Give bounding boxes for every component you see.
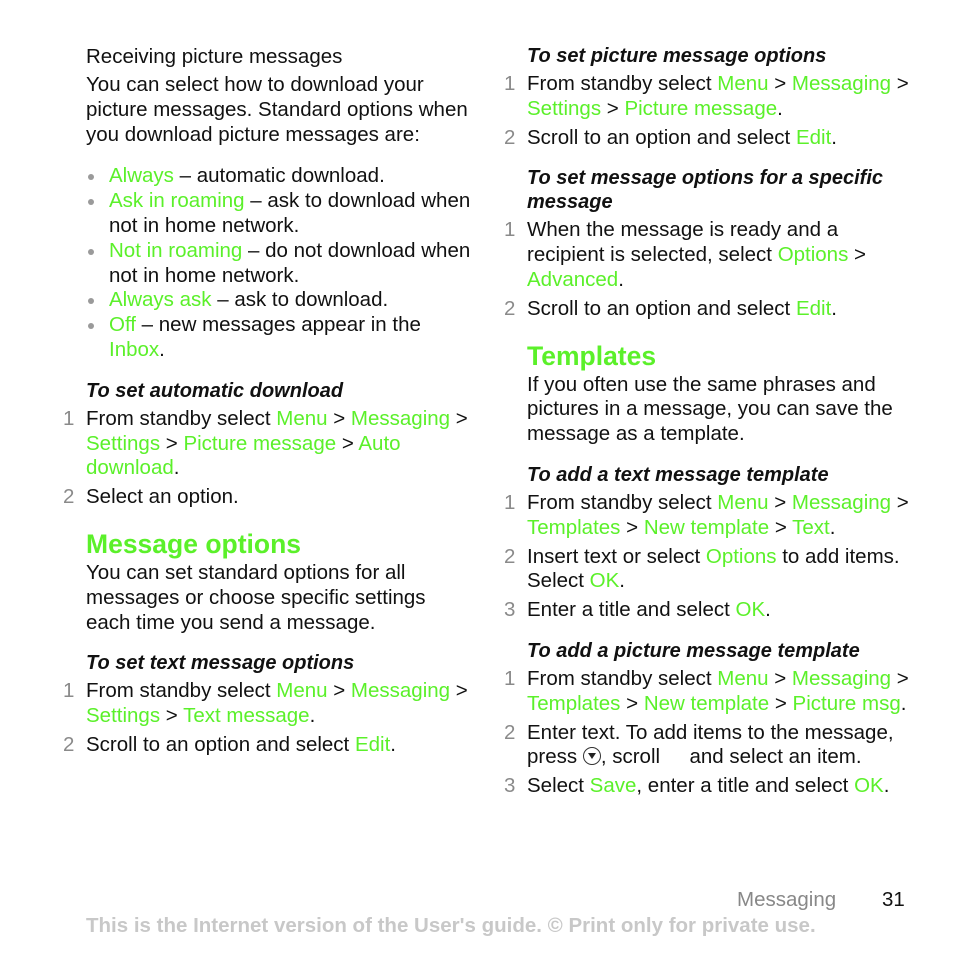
download-options-list bbox=[86, 164, 471, 362]
page-number: 31 bbox=[882, 888, 905, 911]
step-1: 1 From standby select Menu > Messaging > Settings > Picture message. bbox=[504, 72, 909, 120]
footer-section-name: Messaging bbox=[737, 888, 837, 911]
bullet-icon bbox=[88, 249, 94, 255]
footer-note: This is the Internet version of the User's guide. © Print only for private use. bbox=[86, 914, 816, 937]
step-1: 1 From standby select Menu > Messaging > Templates > New template > Text. bbox=[504, 490, 909, 539]
picture-options-title: To set picture message options bbox=[527, 45, 827, 67]
left-column bbox=[63, 44, 471, 758]
step-2: 2 Select an option. bbox=[63, 485, 239, 509]
right-column bbox=[504, 44, 912, 799]
step-1: 1 From standby select Menu > Messaging > Settings > Picture message > Auto download. bbox=[63, 406, 468, 480]
step-1: 1 When the message is ready and a recipient is selected, select Options > Advanced. bbox=[504, 218, 867, 291]
list-item: Always ask – ask to download. bbox=[86, 288, 471, 313]
list-item: Always – automatic download. bbox=[86, 164, 471, 189]
bullet-icon bbox=[88, 298, 94, 304]
step-1: 1 From standby select Menu > Messaging > Templates > New template > Picture msg. bbox=[504, 666, 909, 715]
list-item: Off – new messages appear in the Inbox. bbox=[86, 313, 471, 363]
navigation-key-down-icon bbox=[583, 747, 601, 765]
list-item: Ask in roaming – ask to download when not in home network. bbox=[86, 189, 471, 239]
bullet-icon bbox=[88, 323, 94, 329]
receiving-intro: You can select how to download your picture messages. Standard options when you download picture messages are: bbox=[86, 73, 468, 146]
step-3: 3 Enter a title and select OK. bbox=[504, 598, 771, 622]
bullet-icon bbox=[88, 199, 94, 205]
bullet-icon bbox=[88, 174, 94, 180]
step-1: 1 From standby select Menu > Messaging > Settings > Text message. bbox=[63, 679, 468, 728]
templates-intro: If you often use the same phrases and pictures in a message, you can save the message as a template. bbox=[527, 372, 893, 446]
text-template-title: To add a text message template bbox=[527, 463, 829, 486]
list-item: Not in roaming – do not download when not in home network. bbox=[86, 239, 471, 289]
step-3: 3 Select Save, enter a title and select OK. bbox=[504, 774, 890, 798]
step-2: 2 Scroll to an option and select Edit. bbox=[504, 296, 837, 320]
step-2: 2 Scroll to an option and select Edit. bbox=[504, 125, 837, 149]
auto-download-title: To set automatic download bbox=[86, 379, 344, 402]
picture-template-title: To add a picture message template bbox=[527, 639, 860, 662]
receiving-title: Receiving picture messages bbox=[86, 45, 343, 68]
message-options-heading: Message options bbox=[86, 528, 301, 559]
text-options-title: To set text message options bbox=[86, 652, 355, 675]
specific-options-title: To set message options for a specific message bbox=[527, 167, 884, 214]
templates-heading: Templates bbox=[527, 340, 657, 371]
step-2: 2 Insert text or select Options to add items. Select OK. bbox=[504, 544, 900, 593]
message-options-intro: You can set standard options for all messages or choose specific settings each time you send a message. bbox=[86, 560, 426, 634]
step-2: 2 Enter text. To add items to the message, press , scroll and select an item. bbox=[504, 720, 894, 769]
step-2: 2 Scroll to an option and select Edit. bbox=[63, 732, 396, 756]
